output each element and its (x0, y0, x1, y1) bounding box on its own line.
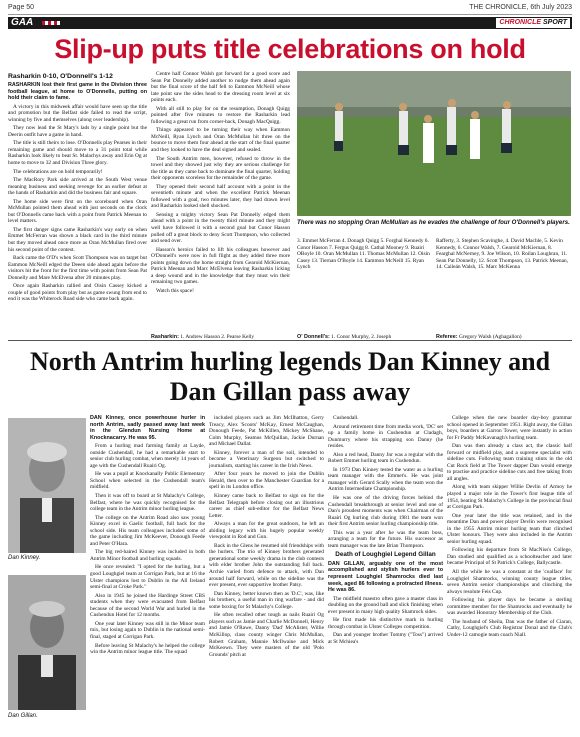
article-paragraph: He first made his distinctive mark in hurling through combat in Ulster Colleges competition. (328, 617, 443, 630)
story1-headline: Slip-up puts title celebrations on hold (54, 34, 526, 64)
article-paragraph: Things appeared to be turning their way when Eammon McNeill, Ryan Lynch and Oran McMullan hit three on the bounce to move them four ahead at the start of the final quarter and they looked to have the deal signed and sealed. (151, 127, 290, 154)
story2-column-1 (90, 415, 205, 732)
brand-red: CHRONICLE (499, 19, 542, 26)
article-paragraph: He once revealed: "I opted for the hurling, but a good Loughgiel team at Corrigan Park, but at 16 the Ulster champions lost to Dublin in the All Ireland semi-final at Croke Park." (90, 564, 205, 591)
article-paragraph: Kinney came back to Belfast to sign on for the Belfast Telegraph before closing out an illustrious career as chief sub-editor for the Belfast News Letter. (209, 493, 324, 519)
article-paragraph: Once again Rasharkin rallied and Oisin Cassey kicked a couple of good points from play but as game swung from end to end it was the Whiterock Road side who came back again. (8, 283, 147, 303)
football-match-photo (297, 71, 571, 216)
rasharkin-team: 1. Andrew Hasson 2. Pearse Kelly (180, 334, 255, 340)
article-paragraph: DAN GILLAN, arguably one of the most accomplished and stylish hurlers ever to represent Loughgiel Shamrocks died last week, aged 86 following a protracted illness. He was 86. (328, 560, 443, 594)
story2-column-4 (447, 415, 572, 732)
page-number: Page 50 (8, 4, 35, 11)
header-rule (8, 14, 572, 15)
article-paragraph: He was a pupil at Knockanally Public Elementary School when selected in the Cushendall team's midfield. (90, 471, 205, 491)
story-divider (8, 340, 572, 341)
referee-label: Referee: (436, 334, 458, 340)
section-band (8, 17, 572, 29)
article-paragraph: Hasson's heroics failed to lift his colleagues however and O'Donnell's were now in full flight as they added three more points going down the home straight from Gearoid McKiernan, Patrick Meenan and Marc McElvena leaving Rasharkin licking a deep wound and in the knowledge that they must win their remaining two games. (151, 246, 290, 286)
article-paragraph: This was a year after he was the team boss, arranging a team for the future. His successor as team manager was the late Brian Thompson. (328, 529, 443, 549)
article-paragraph: Centre half Connor Walsh got forward for a good score and Sean Pat Donnelly added another to nudge them ahead again but the final score of the half fell to Eammon McNeill whose late point saw the sides head to the dressing room level at six points each. (151, 71, 290, 104)
article-paragraph: Cushendall. (333, 415, 359, 421)
article-paragraph: Dan was then already a class act, the classic half forward or midfield play, and a supreme specialist with sideline cuts. Following team training stints in the old Cut Rock field at The Tower dapper Dan would emerge to practise and practice sideline cuts and free taking from all angles. (447, 443, 572, 482)
paper-date: THE CHRONICLE, 6th July 2023 (469, 4, 572, 11)
kinney-caption: Dan Kinney. (8, 555, 41, 561)
article-paragraph: Back in the Glens he resumed old friendships with the hurlers. The trio of Kinney brothers generated generational some weekly drama in the club contests with elder brother John the outstanding full back. Archie varied from defence to attack, with Dan around half forward, while on the sideline was the ever present, ever supportive brother Patsy. (209, 542, 324, 589)
odonnells-lineup-cont: Rafferty, 3. Stephen Scavinghe, 4. David Machle, 5. Kevin Kennedy, 6. Connor Walsh, 7. Gearoid McKiernan, 8. Fearghal McNerney, 9. Joe Wilson, 10. Roilan Loughran, 11. Sean Pat Donnelly, 12. Scott Thompson, 13. Patrick Meenan, 14. Caileán Walsh, 15. Marc McKenna (436, 238, 569, 271)
article-paragraph: Sensing a mighty victory Sean Pat Donnelly edged them ahead with a point in the twenty third minute and they might well have followed it with a second goal but Conor Hasson pulled off a great block to deny Scott Thompson, who collected and send over. (151, 211, 290, 245)
article-paragraph: The college on the Antrim Road also saw young Kinney excel in Gaelic football, full back for the school side. His team colleagues included some of the game including Jim McKeever, Donough Feede and Peter O'Hara. (90, 514, 205, 547)
article-paragraph: Kinney, forever a man of the soil, intended to become a Veterinary Surgeon but switched to journalism, starting his career in the Irish News. (209, 449, 324, 469)
article-paragraph: Then it was off to board at St Malachy's College, Belfast, where he was quickly recognised for the college team in the Antrim minor hurling league. (90, 493, 205, 513)
article-paragraph: included players such as Jim McIlhatton, Gerry Treacy, Alex 'Scoots' McKay, Ernest McCaughan, Donough Feede, Pat McKillen, Mickey McShane, Colm Murphy, Seamus McQuillan, Jackie Durnan and Michael Dallat. (209, 415, 324, 448)
article-paragraph: Around retirement time from media work, 'DC' set up a family home in Cushendun at Cladagh, Dunmurry where his strapping son Danny (he resides. (328, 423, 443, 450)
article-paragraph: They opened their second half account with a point in the seventieth minute and when the excellent Patrick Meenan followed with a goal, two minutes later, they had drawn level and Rasharkin looked shell shocked. (151, 183, 290, 210)
article-paragraph: Dan Kinney, better known then as 'D.C', was, like his brothers, a useful man in ring warfare - and did some boxing for St Malachy's College. (209, 590, 324, 610)
article-paragraph: In 1973 Dan Kinney tested the water as a hurling team manager with the Emmet's. He was joint manager with Gerard Scally when the team won the Antrim Intermediate Championship. (328, 466, 443, 493)
brand-black: SPORT (543, 19, 567, 26)
odonnells-label: O' Donnell's: (297, 334, 330, 340)
article-paragraph: A victory in this midweek affair would have seen up the title and promotion but the Belfast side failed to read the script, winning by five and themselves (along over leadership). (8, 103, 147, 123)
article-paragraph: One year later the title was retained, and in the meantime Dan and power player Devlin were recognised in the 1955 Antrim minor hurling team that clinched Ulster honours. They were also included in the Antrim senior hurling squad. (447, 512, 572, 545)
article-paragraph: Following his player days he became a sterling committee member for the Shamrocks and eventually he was awarded Honorary Membership of the Club. (447, 597, 572, 617)
article-paragraph: DAN Kinney, once powerhouse hurler in north Antrim, sadly passed away last week in the Glendun Nursing Home at Knocknacarry. He was 95. (90, 415, 205, 441)
article-paragraph: Before leaving St Malachy's he helped the college win the Antrim minor league title. The squad (90, 642, 205, 656)
article-paragraph: The midfield maestro often gave a master class in doubling on the ground ball and slick finishing when ever present in many high quality Shamrock sides. (328, 595, 443, 615)
article-paragraph: College when the new boarder day-boy grammar school opened in September 1951. Right away, the Gillan boys, boarders at Garron Tower, were instantly in action for Fr Paddy McKavanagh's hurling team. (447, 415, 572, 441)
article-paragraph: The husband of Sheila, Dan was the father of Ciaran, Cathy, Loughgiel's Club Registrar Donal and the Club's Under-12 camogie team coach Niall. (447, 618, 572, 638)
article-paragraph: The MacRory Park side arrived at the South West venue meaning business and seeking revenge for an earlier defeat at the hands of Rasharkin and did the business fair and square. (8, 177, 147, 197)
article-paragraph: He often recalled other tough as nails Ruairi Og players such as Jamie and Charlie McDonnell, Henry and Jamie O'Rawe, Danny 'Dad' McAlister, Willie McKillop, class county winger Chris McMullan, Robert Graham, Mannie McIlwaine and Mick McKeown. They were masters of the old 'Polo Grounds' pitch at (209, 612, 324, 658)
rasharkin-lineup-cont: 3. Emmet McFerran 4. Donagh Quigg 5. Forghal Kennedy 6. Conor Hasson 7. Fergus Quigg 8. Cathal Mooney 9. Ruairi OBoyle 10. Oran McMullan 11. Thomas McMullan 12. Oisin Casey 13. Tiernan O'Boyle 14. Eammon McNeill 15. Ryan Lynch (297, 238, 430, 271)
article-paragraph: From a hurling mad farming family at Layde, outside Cushendall, he had a remarkable start to senior club hurling combat, when merely 14 years of age with the Cushendall Ruairi Og. (90, 443, 205, 469)
story1-column-1 (8, 82, 147, 340)
story2-headline: North Antrim hurling legends Dan Kinney and Dan Gillan pass away (29, 347, 551, 406)
article-paragraph: With all still to play for on the resumption, Donagh Quigg pointed after five minutes to restore the Rasharkin lead following a great run from corner-back, Donagh MacQuigg. (151, 105, 290, 125)
dan-gillan-portrait (8, 575, 86, 710)
article-paragraph: Always a man for the great outdoors, he left an abiding legacy with his hugely popular weekly viewpoint in Rod and Gun. (209, 521, 324, 541)
article-paragraph: The South Antrim men, however, refused to throw in the towel and they showed just why they are serious challenge for the title as they came back to dominate the final quarter, holding their opponents scoreless for the remainder of the game. (151, 155, 290, 182)
referee-name: Gregory Walsh (Aghagallon) (458, 334, 522, 340)
dan-kinney-portrait (8, 418, 86, 553)
article-paragraph: The first danger signs came Rasharkin's way early on when Emmet McFerran was shown a black card in the third minute but they moved ahead once more as Oran McMullan fired over his second point of the contest. (8, 226, 147, 253)
story2-column-3 (328, 415, 443, 732)
gillan-caption: Dan Gillan. (8, 713, 38, 719)
article-paragraph: The celebrations are on hold temporarily! (13, 168, 103, 175)
rasharkin-label: Rasharkin: (151, 334, 179, 340)
article-paragraph: Also in 1945 he joined the Hardinge Street CBS students when they were evacuated from Belfast because of the second World War and hurled in the Cushendun Hotel for 12 months. (90, 592, 205, 619)
story1-scoreline: Rasharkin 0-10, O'Donnell's 1-12 (8, 73, 113, 80)
article-paragraph: They now lead the St Mary's lads by a single point but the Deerin outfit have a game in hand. (8, 125, 147, 138)
article-paragraph: The title is still theirs to lose. O'Donnells play Pearses in their remaining game and should move to a 31 point total while Rasharkin look likely to beat St. Malachys away and Erin Og at home to move to 32 and Division Three glory. (8, 140, 147, 167)
article-paragraph: Also a red head, Danny Jnr was a regular with the Robert Emmet hurling team in Cushendun. (328, 451, 443, 465)
article-paragraph: Back came the O'D's when Scott Thompson was on target but Eammon McNeill edged the Deeen side ahead again before the visitors hit the front for the first time with points from Sean Pat Donnelly and Mare McElvena after 20 minutes play. (8, 255, 147, 281)
article-paragraph: The big red-haired Kinney was included in both Antrim Minor football and hurling squads. (90, 549, 205, 562)
football-action-image (297, 71, 571, 216)
section-label: GAA (11, 17, 34, 28)
article-paragraph: Following his departure from St MacNiss's College, Dan studied and qualified as a schoolteacher and later became Principal of St Patrick's College, Ballycastle. (447, 547, 572, 567)
article-paragraph: After four years he moved to join the Dublin Herald, then over to the Manchester Guardian for a spell in its London office. (209, 471, 324, 491)
death-subhead: Death of Loughgiel Legend Gillan (335, 551, 436, 559)
article-paragraph: He was one of the driving forces behind the Cushendall breakthrough at senior level and one of Dan's proudest moments was when Chairman of the Ruairi Og hurling club during 1981 the team won their first Antrim senior hurling championship title. (328, 495, 443, 528)
story2-column-2 (209, 415, 324, 732)
flag-stripe-icon (42, 21, 60, 25)
story1-column-2 (151, 71, 290, 334)
odonnells-team: 1. Conor Murphy, 2. Joseph (331, 334, 392, 340)
portrait-image (8, 418, 86, 553)
article-paragraph: One year later Kinney was still in the Minor team mix, but losing again to Dublin in the national semi-final, staged at Corrigan Park. (90, 620, 205, 640)
article-paragraph: Along with team skipper Willie Devlin of Armoy he played a major role in the Tower's first league title of 1954, beating St Malachy's College in the provincial final at Corrigan Park. (447, 484, 572, 511)
story1-photo-caption: There was no stopping Oran McMullan as he evades the challenge of four O'Donnell's players. (297, 219, 570, 226)
article-paragraph: Dan and younger brother Tommy ("Toss") arrived at St Mchiea's (328, 632, 443, 645)
section-brand (496, 18, 570, 28)
article-paragraph: RASHARKIN lost their first game in the Division three football league, at home to O'Donnells, putting on hold their claim to fame. (8, 82, 147, 102)
article-paragraph: All the while he was a constant at the 'coalface' for Loughgiel Shamrocks, winning county league titles, seven Antrim senior championships and clinching the always resolute Feis Cup. (447, 569, 572, 595)
article-paragraph: Watch this space! (156, 287, 194, 294)
portrait-image-2 (8, 575, 86, 710)
article-paragraph: The home side were first on the scoreboard when Oran McMullan pointed them ahead with just seconds on the clock but O'Donnells came back with a point from Patrick Meenan to level matters. (8, 198, 147, 225)
